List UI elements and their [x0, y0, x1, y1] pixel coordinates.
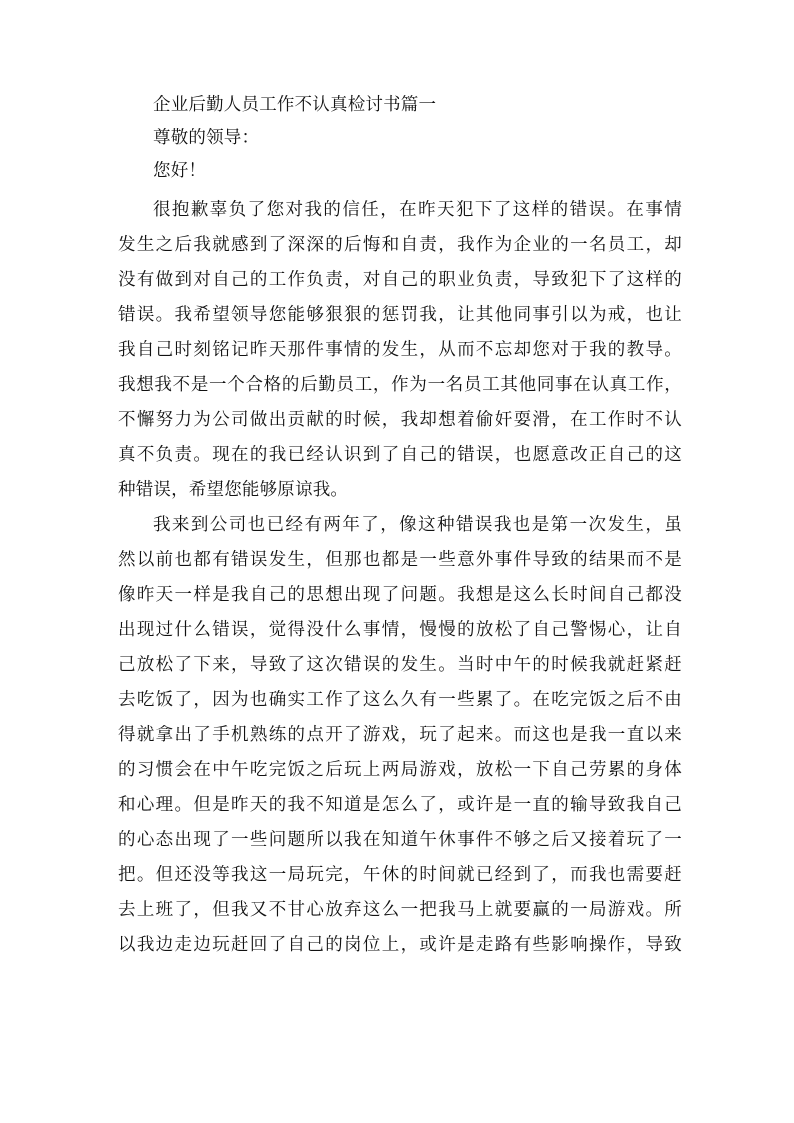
paragraph-line: 没有做到对自己的工作负责，对自己的职业负责，导致犯下了这样的: [118, 270, 682, 290]
paragraph-line: 去上班了，但我又不甘心放弃这么一把我马上就要赢的一局游戏。所: [118, 900, 682, 920]
paragraph-line: 我自己时刻铭记昨天那件事情的发生，从而不忘却您对于我的教导。: [118, 340, 682, 360]
document-body: [118, 94, 682, 969]
paragraph-line: 己放松了下来，导致了这次错误的发生。当时中午的时候我就赶紧赶: [118, 655, 682, 675]
paragraph-line: 把。但还没等我这一局玩完，午休的时间就已经到了，而我也需要赶: [118, 865, 682, 885]
paragraph-line: 种错误，希望您能够原谅我。: [118, 480, 349, 500]
paragraph-line: 的习惯会在中午吃完饭之后玩上两局游戏，放松一下自己劳累的身体: [118, 760, 682, 780]
paragraph-line: 以我边走边玩赶回了自己的岗位上，或许是走路有些影响操作，导致: [118, 935, 682, 955]
document-title: 企业后勤人员工作不认真检讨书篇一: [153, 95, 437, 115]
paragraph-line: 像昨天一样是我自己的思想出现了问题。我想是这么长时间自己都没: [118, 585, 682, 605]
paragraph-line: 然以前也都有错误发生，但那也都是一些意外事件导致的结果而不是: [118, 550, 682, 570]
greeting: 您好！: [153, 161, 207, 181]
paragraph-line: 错误。我希望领导您能够狠狠的惩罚我，让其他同事引以为戒，也让: [118, 305, 682, 325]
paragraph-line: 很抱歉辜负了您对我的信任，在昨天犯下了这样的错误。在事情: [153, 200, 682, 220]
paragraph-line: 真不负责。现在的我已经认识到了自己的错误，也愿意改正自己的这: [118, 445, 682, 465]
paragraph-line: 我想我不是一个合格的后勤员工，作为一名员工其他同事在认真工作，: [118, 375, 682, 395]
paragraph-line: 我来到公司也已经有两年了，像这种错误我也是第一次发生，虽: [153, 515, 682, 535]
paragraph-line: 去吃饭了，因为也确实工作了这么久有一些累了。在吃完饭之后不由: [118, 690, 682, 710]
paragraph-line: 不懈努力为公司做出贡献的时候，我却想着偷奸耍滑，在工作时不认: [118, 410, 682, 430]
paragraph-line: 得就拿出了手机熟练的点开了游戏，玩了起来。而这也是我一直以来: [118, 725, 682, 745]
paragraph-1: [118, 199, 682, 514]
salutation: 尊敬的领导：: [153, 128, 260, 148]
paragraph-2: [118, 514, 682, 969]
paragraph-line: 出现过什么错误，觉得没什么事情，慢慢的放松了自己警惕心，让自: [118, 620, 682, 640]
paragraph-line: 和心理。但是昨天的我不知道是怎么了，或许是一直的输导致我自己: [118, 795, 682, 815]
paragraph-line: 的心态出现了一些问题所以我在知道午休事件不够之后又接着玩了一: [118, 830, 682, 850]
paragraph-line: 发生之后我就感到了深深的后悔和自责，我作为企业的一名员工，却: [118, 235, 682, 255]
